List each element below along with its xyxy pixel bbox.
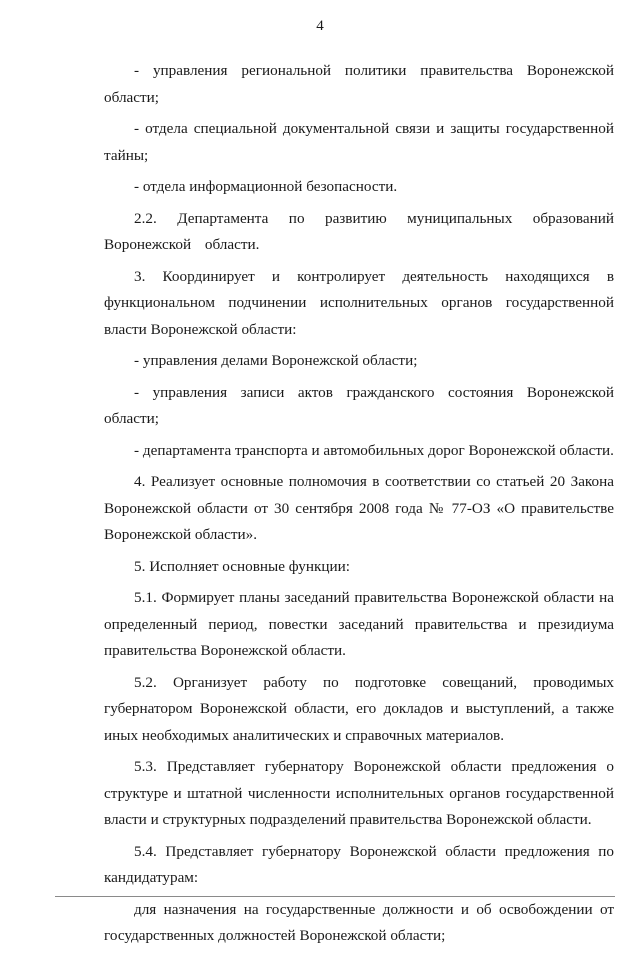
paragraph-5-4: 5.4. Представляет губернатору Воронежской области предложения по кандидатурам: xyxy=(104,842,614,886)
paragraph-5-1: 5.1. Формирует планы заседаний правительства Воронежской области на определенный период, повестки заседаний правительства и президиума правительства Воронежской области. xyxy=(104,589,614,659)
bottom-scan-line xyxy=(55,896,615,897)
page-number: 4 xyxy=(316,18,324,34)
paragraph-dash-transport: - департамента транспорта и автомобильных дорог Воронежской области. xyxy=(134,441,614,459)
paragraph-appointment: для назначения на государственные должности и об освобождении от государственных должностей Воронежской области; xyxy=(104,900,614,944)
paragraph-3: 3. Координирует и контролирует деятельность находящихся в функциональном подчинении исполнительных органов государственной власти Воронежской области: xyxy=(104,267,614,338)
paragraph-4: 4. Реализует основные полномочия в соответствии со статьей 20 Закона Воронежской области от 30 сентября 2008 года № 77-ОЗ «О правительстве Воронежской области». xyxy=(104,473,614,543)
paragraph-5-2: 5.2. Организует работу по подготовке совещаний, проводимых губернатором Воронежской области, его докладов и выступлений, а также иных необходимых аналитических и справочных материалов. xyxy=(104,673,614,744)
paragraph-5-3: 5.3. Представляет губернатору Воронежской области предложения о структуре и штатной численности исполнительных органов государственной власти и структурных подразделений правительства Воронежской области. xyxy=(104,758,614,828)
paragraph-dash-affairs: - управления делами Воронежской области; xyxy=(134,352,418,369)
paragraph-dash-regional-policy: - управления региональной политики правительства Воронежской области; xyxy=(104,62,614,106)
paragraph-2-2: 2.2. Департамента по развитию муниципальных образований Воронежской области. xyxy=(104,209,614,253)
paragraph-dash-civil-registry: - управления записи актов гражданского состояния Воронежской области; xyxy=(104,383,614,427)
paragraph-dash-info-security: - отдела информационной безопасности. xyxy=(134,178,398,195)
paragraph-dash-special-communications: - отдела специальной документальной связи и защиты государственной тайны; xyxy=(104,120,614,164)
paragraph-5: 5. Исполняет основные функции: xyxy=(134,557,350,575)
document-body xyxy=(104,58,614,955)
